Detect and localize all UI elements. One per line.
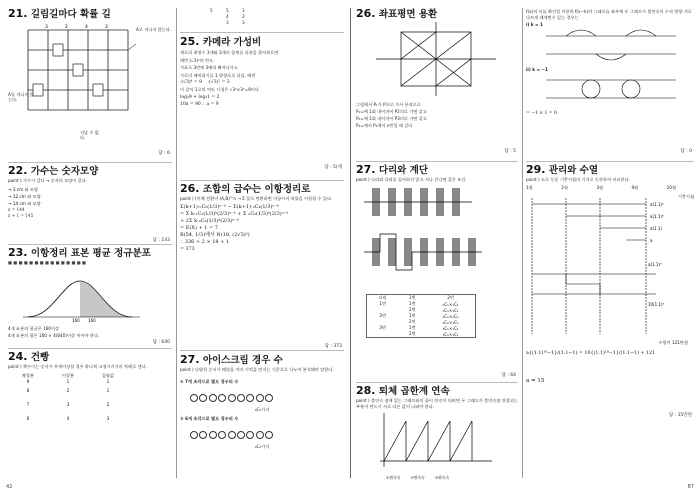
case-label: ① 7개 조각으로 별도 경우의 수: [180, 378, 239, 384]
table-row: 2번 1번 ₂C₁×₁C₁: [379, 313, 459, 319]
list-item: → 12 cm 와 모양: [8, 193, 41, 199]
table-row: 3번 1번 ₃C₁×₁C₁: [379, 325, 459, 331]
svg-text:a(1.1)⁸: a(1.1)⁸: [650, 214, 664, 219]
answer: 답 : 5(세: [324, 165, 342, 170]
section-title: 26. 조합의 급수는 이항정리로: [180, 182, 311, 195]
solution-lines: 그림에서 P₁가 P으로 가서 용직으로 P₁=에 1회 내어지어 P2의로 가면 같고 P₂=에 1회 내어지어 P3의로 가면 같고 P₃=에서 P₁에서 n번일 때 같다: [356, 102, 427, 128]
case-count: ₆C₃가지: [254, 444, 270, 450]
scoop-circles: [190, 387, 344, 406]
result: = 373: [180, 246, 195, 252]
list-item: → 14 cm 와 모양: [8, 200, 41, 206]
section-22: [8, 164, 172, 243]
sign-note: A로 지나지 않는다.: [136, 27, 172, 32]
svg-text:a(1.1): a(1.1): [650, 226, 662, 231]
column-3: [356, 8, 518, 480]
point-text: point ) 다리와 다리를 돌아하지 않고 지나 건너면 같은 조건.: [356, 177, 467, 182]
section-title: 29. 관리와 수열: [526, 163, 599, 176]
point-text: point ) 가수가 같다 → 숫자의 모양이 같다.: [8, 178, 88, 183]
month-axis: 1월 2월 3월 9월 10월: [526, 184, 676, 190]
spine-divider: [350, 8, 351, 478]
section-29: [526, 163, 694, 418]
path-grid-diagram: [8, 20, 172, 140]
loop-diagram: [546, 72, 676, 106]
section-26-coordinate: [356, 7, 518, 154]
section-27-icecream: [180, 354, 344, 450]
sum-label: 수열이 121만원: [658, 340, 688, 345]
formula-lines: x = 144 x + 1 = 145: [8, 206, 34, 218]
svg-text:a: a: [650, 238, 653, 243]
divider: [356, 161, 518, 162]
answer-equation: a = 15: [526, 378, 545, 384]
point-text: point ) 도로 동운 기충시험의 기저로 동산하여 비교한다.: [526, 177, 630, 182]
column-4: [526, 8, 694, 480]
answer: 답 : 373: [324, 344, 342, 349]
svg-text:4: 4: [85, 25, 88, 30]
caption: 4개 표본의 합은 160 × 4(640)이상 이어야 한다.: [8, 333, 100, 338]
section-title: 27. 다리와 계단: [356, 163, 429, 176]
svg-text:10(1.1)⁹: 10(1.1)⁹: [648, 302, 665, 307]
axis-tick-right: 160: [88, 318, 96, 323]
formula-block: Σ(k+1)·ₙCₖ(1/3)ⁿ⁻ᵏ − Σ(k+1)·ₙCₖ(1/3)ⁿ⁻ᵏ = Σ k·ₙCₖ(1/3)ᵏ(2/3)ⁿ⁻ᵏ + Σ ₙCₖ(1/3)ᵏ(2/3)ⁿ⁻ᵏ + 2Σ k·ₙCₖ(1/3)ᵏ(2/3)ⁿ⁻ᵏ = E(X) + 1 = 7 B(54, 1/3)에서 N(18, (2√3)²) ∴ 336 + 2 × 18 + 1: [180, 203, 289, 245]
section-title: 27. 아이스크림 경우 수: [180, 353, 283, 366]
column-divider: [522, 8, 523, 478]
axis-tick-left: 160: [72, 318, 80, 323]
table-row: 8 2 1: [26, 388, 110, 394]
bridge-table: [366, 294, 476, 338]
answer: 답 : 64: [501, 373, 516, 378]
loop-diagram: [546, 28, 676, 62]
body-text: f(x)의 미를 확인할 이용한 f(x−k)의 그래프를 좌우에 두 그래프가 불연속이 수직 방향 서로 다르게 매개변수 있는 경우는: [526, 9, 692, 20]
sign-note: A를 지나지 않는다.: [8, 92, 34, 102]
page-number-left: 42: [6, 484, 13, 490]
svg-text:3: 3: [105, 25, 108, 30]
divider: [8, 348, 172, 349]
divider: [8, 162, 172, 163]
section-title: 26. 좌표평면 용환: [356, 7, 438, 20]
answer: 답 : 6: [158, 151, 170, 156]
point-text: point ) (이례 전환이 (A,B)^n → Σ 꼴로 변환하면 이항시켜 학률을 이항할 수 있다.: [180, 196, 333, 201]
formula: a{(1.1)¹⁰−1}/(1.1−1) = 10{(1.1)¹⁰−1}/(1.1−1) + 121: [526, 351, 656, 356]
sign-note: 지날 수 없다.: [80, 130, 99, 140]
svg-text:2: 2: [65, 25, 68, 30]
case-count: ₆C₃가지: [254, 407, 270, 413]
answer: 답 : 640: [152, 340, 170, 345]
table-row: 2번 ₃C₁×₁C₁: [408, 331, 459, 337]
count-table: [8, 373, 128, 426]
legend-label: 기충시험: [677, 194, 694, 199]
section-24: [8, 351, 172, 426]
point-text: point ) 불연속 점에 있는 그래프와의 끝이 연속이 되려면 두 그래프가 불연속점 연결되는 부분이 반드시 서로 다른 값이 나와야 한다.: [356, 398, 518, 409]
section-25: [180, 35, 344, 170]
sawtooth-graph: [376, 411, 496, 473]
answer: 답 : 5: [504, 149, 516, 154]
divider: [180, 32, 344, 33]
scoop-circles: [190, 424, 344, 443]
page-number-right: 87: [687, 484, 694, 490]
section-title: 24. 건빵: [8, 350, 50, 363]
answer: 답 : 15만원: [668, 413, 692, 418]
answer: 답 : 0: [680, 149, 692, 154]
divider: [8, 244, 172, 245]
case-label: ii) k = −1: [526, 66, 548, 72]
divider: [180, 180, 344, 181]
divider: [526, 161, 694, 162]
bridge-diagram: [362, 184, 512, 280]
table-row: 1번 1번 ₁C₁×₁C₁: [379, 301, 459, 307]
section-title: 25. 카메라 가성비: [180, 35, 262, 48]
result: = −1 × 1 = 0: [526, 111, 557, 117]
table-row: 2번 ₂C₁×₁C₁: [408, 319, 459, 325]
divider: [180, 350, 344, 351]
table-header: 다리 1번 2번: [378, 295, 454, 300]
svg-text:a(1.1)⁹: a(1.1)⁹: [648, 262, 662, 267]
section-title: 22. 가수는 숫자모양: [8, 164, 99, 177]
normal-curve: [8, 275, 172, 323]
section-27-bridge: [356, 163, 518, 378]
list-item: → 3 cm 와 모양: [8, 186, 39, 192]
section-21: [8, 7, 172, 156]
column-2: [180, 8, 344, 480]
table-row: 6 4 3: [26, 416, 110, 422]
graph-labels: ①판속속 ②판속속 ③판속속: [386, 475, 450, 480]
table-header: 짝할분 이상분 집합값: [21, 372, 115, 378]
answer: 답 : 143: [152, 238, 170, 243]
column-divider: [176, 8, 177, 478]
continued-table: 5 5 1 4 2 3 3: [210, 8, 245, 25]
point-text: point ) 다양한 순서가 배열을 이마 기억을 먼저는 기준으로 나누어 분석해야 말한다.: [180, 367, 334, 372]
table-row: 7 3 2: [26, 402, 110, 408]
section-28: [356, 384, 518, 480]
coordinate-diagram: [376, 22, 496, 96]
section-title: 23. 이항정리 표본 평균 정규분포: [8, 246, 151, 259]
section-28-continued: [526, 8, 694, 154]
divider: [356, 382, 518, 383]
section-title: 28. 퇴체 곱한계 연속: [356, 384, 450, 397]
point-text: point ) 짝수이는 숫자가 무게이상할 경우 하나씩 고정시키기의 차례로 센다.: [8, 364, 147, 369]
solution-lines: 세로의 최정수 3개와 3개의 합계를 더용을 찾아보으면 매번 (√3)²의 빈도 가표로 3번에 3배의 빠져나가소 가로의 배치하기를 1 방향으로 다음, 배번 ·(√3)⁴ = 9 ·(√3)² = 3 이 같이 1로의 여도 시청은 √3²×3²=9이다 log₃9 + log₃1 = 2 10a = 90 ∴ a = 9: [180, 50, 279, 107]
svg-text:3: 3: [45, 25, 48, 30]
body-text: ■ ■ ■ ■ ■ ■ ■ ■ ■ ■ ■ ■ ■ ■ ■: [8, 260, 86, 265]
case-label: i) k = 1: [526, 22, 543, 27]
section-23: [8, 246, 172, 345]
digit-list: [8, 186, 172, 207]
case-label: ② 6개 조각으로 별도 경우의 수: [180, 415, 239, 421]
caption: 4개 표본의 평균은 160이상: [8, 326, 60, 331]
section-26: [180, 182, 344, 349]
svg-text:a(1.1)⁹: a(1.1)⁹: [650, 202, 664, 207]
column-1: [8, 8, 172, 480]
section-title: 21. 길림길마다 확률 길: [8, 7, 111, 20]
payment-timeline: [526, 194, 694, 344]
table-row: 9 1 1: [26, 378, 110, 384]
table-row: 2번 ₁C₁×₁C₁: [408, 307, 459, 313]
